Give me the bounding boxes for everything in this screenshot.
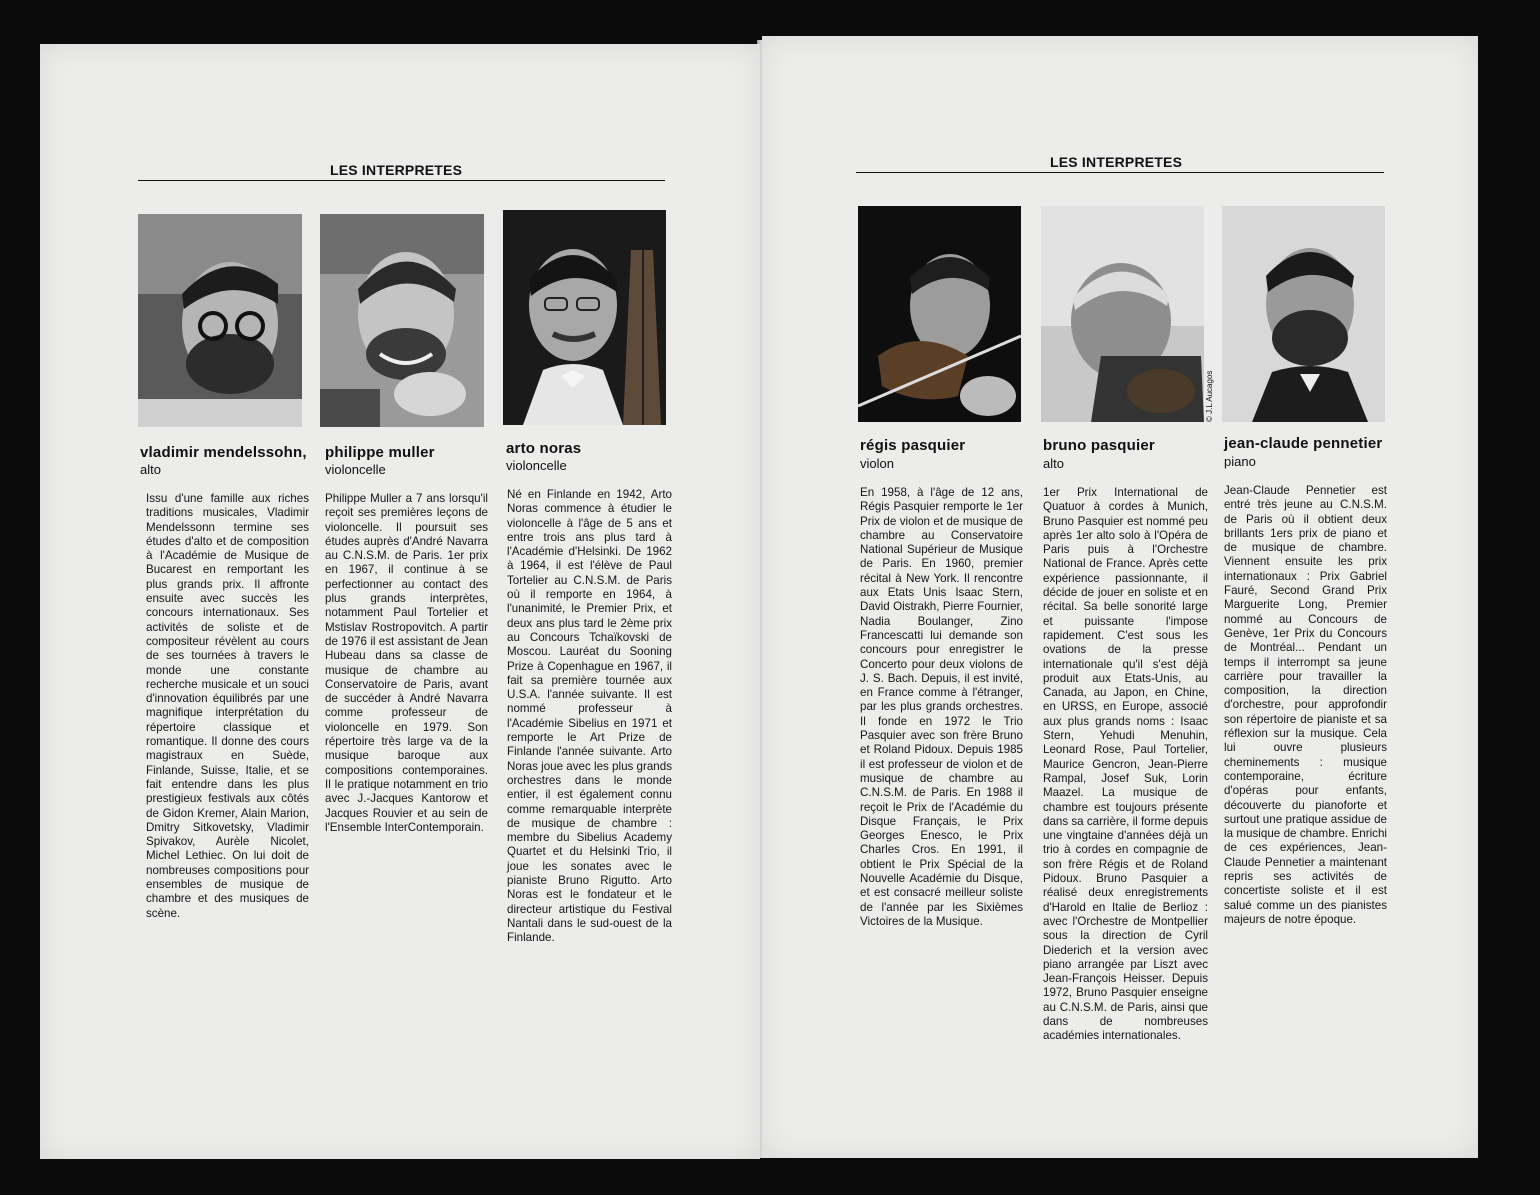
portrait-photo-regis-pasquier xyxy=(858,206,1021,422)
portrait-photo-bruno-pasquier xyxy=(1041,206,1204,422)
performer-instrument: alto xyxy=(1043,456,1064,471)
performer-instrument: alto xyxy=(140,462,161,477)
performer-bio: 1er Prix International de Quatuor à cordes à Munich, Bruno Pasquier est nommé peu après 1er alto solo à l'Opéra de Paris puis à l'Orchestre National de France. Après cette expérience passionnante, il décide de jouer en soliste et en récital. Sa belle sonorité large et puissante l'impose rapidement. C'est sous les ovations de la presse internationale qu'il s'est déjà produit aux Etats-Unis, au Canada, au Japon, en Chine, en URSS, en Europe, associé aux plus grands noms : Isaac Stern, Yehudi Menuhin, Leonard Rose, Paul Tortelier, Maurice Gencron, Jean-Pierre Rampal, Josef Suk, Lorin Maazel. La musique de chambre est toujours présente dans sa carrière, il forme depuis une vingtaine d'années déjà un trio à cordes en compagnie de son frère Régis et de Roland Pidoux. Bruno Pasquier a réalisé deux enregistrements d'Harold en Italie de Berlioz : avec l'Orchestre de Montpellier sous la direction de Cyril Diederich et la version avec piano arrangée par Liszt avec Jean-François Heisser. Depuis 1972, Bruno Pasquier enseigne au C.N.S.M. de Paris, ainsi que dans de nombreuses académies internationales. xyxy=(1043,486,1208,1043)
portrait-photo-pennetier xyxy=(1222,206,1385,422)
portrait-photo-noras xyxy=(503,210,666,425)
header-title: LES INTERPRETES xyxy=(1050,154,1183,170)
performer-bio: Jean-Claude Pennetier est entré très jeune au C.N.S.M. de Paris où il obtient deux brillants 1ers prix de piano et de musique de chambre. Viennent ensuite les prix internationaux : Prix Gabriel Fauré, Second Grand Prix Marguerite Long, Premier nommé au Concours de Genève, 1er Prix du Concours de Montréal... Pendant un temps il interrompt sa jeune carrière pour travailler la composition, la direction d'orchestre, pour approfondir son répertoire de pianiste et sa réflexion sur la musique. Cela lui ouvre plusieurs cheminements : musique contemporaine, écriture d'opéras pour enfants, découverte du pianoforte et surtout une pratique assidue de la musique de chambre. Enrichi de ces expériences, Jean-Claude Pennetier a maintenant repris ses activités de concertiste soliste et il est salué comme un des pianistes majeurs de notre époque. xyxy=(1224,484,1387,926)
performer-bio: Né en Finlande en 1942, Arto Noras commence à étudier le violoncelle à l'âge de 5 ans et entre trois ans plus tard à l'Académie d'Helsinki. De 1962 à 1964, il est l'élève de Paul Tortelier au C.N.S.M. de Paris où il remporte en 1964, à l'unanimité, le Premier Prix, et deux ans plus tard le 2ème prix au Concours Tchaïkovski de Moscou. Lauréat du Sooning Prize à Copenhague en 1967, il fait sa première tournée aux U.S.A. l'année suivante. Il est nommé professeur à l'Académie Sibelius en 1971 et remporte le Art Prize de Finlande l'année suivante. Arto Noras joue avec les plus grands orchestres dans le monde entier, il est également connu comme remarquable interprète de musique de chambre : membre du Sibelius Academy Quartet et du Helsinki Trio, il joue les sonates avec le pianiste Bruno Rigutto. Arto Noras est le fondateur et le directeur artistique du Festival Nantali dans le sud-ouest de la Finlande. xyxy=(507,488,672,945)
performer-instrument: violoncelle xyxy=(506,458,567,473)
performer-bio: Philippe Muller a 7 ans lorsqu'il reçoit ses premières leçons de violoncelle. Il poursuit ses études auprès d'André Navarra au C.N.S.M. de Paris. 1er prix en 1967, il continue à se perfectionner au contact des plus grands interprètes, notamment Paul Tortelier et Mstislav Rostropovitch. A partir de 1976 il est assistant de Jean Hubeau dans sa classe de musique de chambre au Conservatoire de Paris, avant de succéder à André Navarra comme professeur de violoncelle en 1979. Son répertoire très large va de la musique baroque aux compositions contemporaines. Il le pratique notamment en trio avec J.-Jacques Kantorow et Jacques Rouvier et au sein de l'Ensemble InterContemporain. xyxy=(325,492,488,834)
performer-instrument: piano xyxy=(1224,454,1256,469)
header-title: LES INTERPRETES xyxy=(330,162,463,178)
performer-bio: En 1958, à l'âge de 12 ans, Régis Pasquier remporte le 1er Prix de violon et de musique de chambre au Conservatoire National Supérieur de Musique de Paris. En 1960, premier récital à New York. Il rencontre aux Etats Unis Isaac Stern, David Oistrakh, Pierre Fournier, Nadia Boulanger, Zino Francescatti lui demande son concours pour enregistrer le Concerto pour deux violons de J. S. Bach. Depuis, il est invité, en France comme à l'étranger, par les plus grands orchestres. Il fonde en 1972 le Trio Pasquier avec son frère Bruno et Roland Pidoux. Depuis 1985 il est professeur de violon et de musique de chambre au C.N.S.M. de Paris. En 1988 il reçoit le Prix de l'Académie du Disque Français, le Prix Georges Enesco, le Prix Charles Cros. En 1991, il obtient le Prix Spécial de la Nouvelle Académie du Disque, et est consacré meilleur soliste de l'année par les Sixièmes Victoires de la Musique. xyxy=(860,486,1023,928)
performer-name: jean-claude pennetier xyxy=(1224,435,1383,452)
performer-name: bruno pasquier xyxy=(1043,437,1155,454)
right-page xyxy=(762,36,1478,1158)
performer-instrument: violoncelle xyxy=(325,462,386,477)
performer-instrument: violon xyxy=(860,456,894,471)
right-page-header xyxy=(856,154,1384,173)
performer-name: arto noras xyxy=(506,440,582,457)
portrait-photo-mendelssohn xyxy=(138,214,302,427)
performer-name: régis pasquier xyxy=(860,437,966,454)
performer-name: philippe muller xyxy=(325,444,435,461)
portrait-photo-muller xyxy=(320,214,484,427)
left-page xyxy=(40,44,760,1159)
performer-bio: Issu d'une famille aux riches traditions musicales, Vladimir Mendelssonn termine ses études d'alto et de composition à l'Académie de Musique de Bucarest en remportant les plus grands prix. Il affronte ensuite avec succès les concours internationaux. Ses activités de soliste et de compositeur révèlent au cours de ses tournées à travers le monde une constante recherche musicale et un souci d'innovation équilibrés par une magnifique interprétation du répertoire classique et romantique. Il donne des cours magistraux en Suède, Finlande, Suisse, Italie, et se fait entendre dans les plus prestigieux festivals aux côtés de Gidon Kremer, Alain Marion, Dmitry Sitkovetsky, Vladimir Spivakov, Aurèle Nicolet, Michel Lethiec. On lui doit de nombreuses compositions pour ensembles de musique de chambre et des musiques de scène. xyxy=(146,492,309,920)
photo-credit: © J.L Aucagos xyxy=(1205,370,1214,422)
left-page-header xyxy=(138,162,665,181)
performer-name: vladimir mendelssohn, xyxy=(140,444,307,461)
